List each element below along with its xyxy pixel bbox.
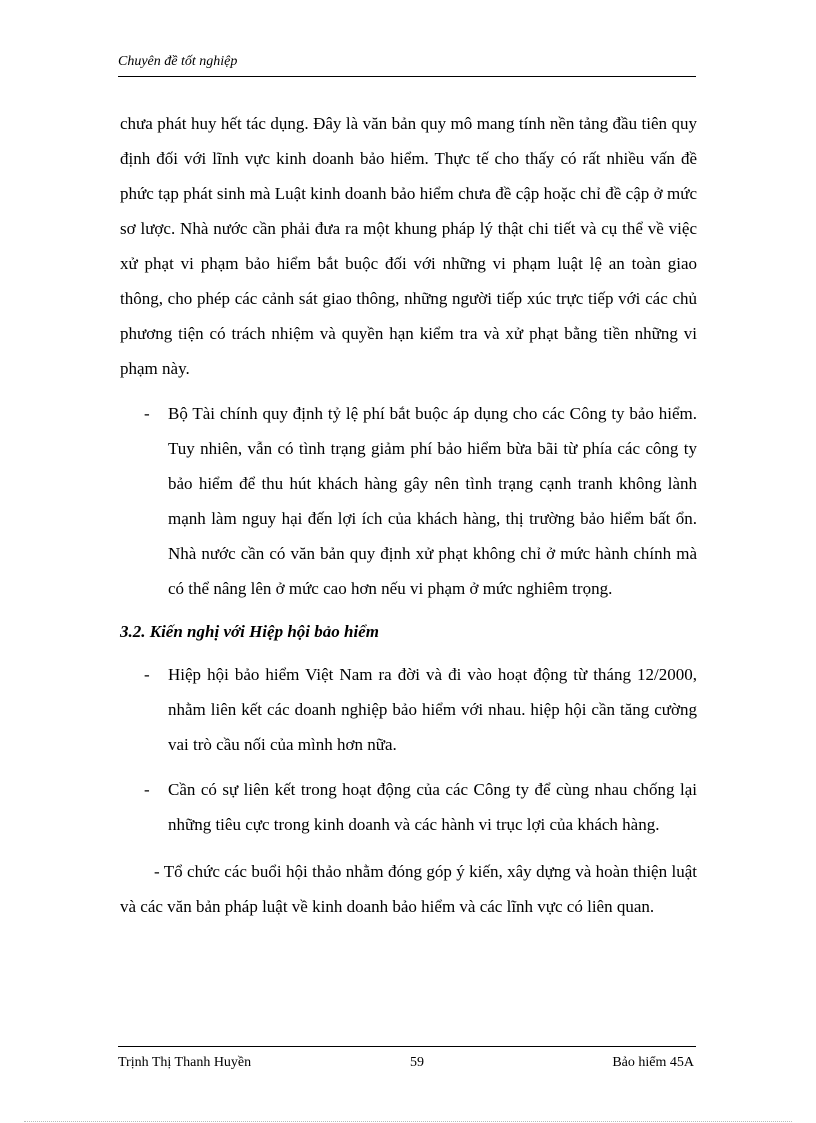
paragraph-workshops: - Tổ chức các buổi hội thảo nhằm đóng góp ý kiến, xây dựng và hoàn thiện luật và các văn bản pháp luật về kinh doanh bảo hiểm và các lĩnh vực có liên quan. [120,862,697,916]
bullet-dash: - [144,665,150,684]
footer-rule [118,1046,696,1047]
page-number: 59 [410,1055,424,1070]
bullet-dash: - [144,780,150,799]
paragraph-ministry-of-finance [120,396,697,606]
section-heading: 3.2. Kiến nghị với Hiệp hội bảo hiểm [120,622,379,641]
footer-author: Trịnh Thị Thanh Huyền [118,1055,252,1070]
list-item [120,657,697,762]
page-body [120,106,697,924]
footer-class: Bảo hiểm 45A [612,1055,694,1070]
running-header: Chuyên đề tốt nghiệp [118,54,238,69]
paragraph-text: Bộ Tài chính quy định tỷ lệ phí bắt buộc áp dụng cho các Công ty bảo hiểm. Tuy nhiên, vẫn có tình trạng giảm phí bảo hiểm bừa bãi từ phía các công ty bảo hiểm để thu hút khách hàng gây nên tình trạng cạnh tranh không lành mạnh làm nguy hại đến lợi ích của khách hàng, thị trường bảo hiểm bất ổn. Nhà nước cần có văn bản quy định xử phạt không chỉ ở mức hành chính mà có thể nâng lên ở mức cao hơn nếu vi phạm ở mức nghiêm trọng. [168,404,697,598]
header-rule [118,76,696,77]
bullet-dash: - [144,404,150,423]
list-item-text: Cần có sự liên kết trong hoạt động của các Công ty để cùng nhau chống lại những tiêu cực trong kinh doanh và các hành vi trục lợi của khách hàng. [168,780,697,834]
list-item [120,772,697,842]
list-item-text: Hiệp hội bảo hiểm Việt Nam ra đời và đi vào hoạt động từ tháng 12/2000, nhằm liên kết các doanh nghiệp bảo hiểm với nhau. hiệp hội cần tăng cường vai trò cầu nối của mình hơn nữa. [168,665,697,754]
page-bottom-separator [24,1121,792,1122]
paragraph-legal-framework: chưa phát huy hết tác dụng. Đây là văn bản quy mô mang tính nền tảng đầu tiên quy định đối với lĩnh vực kinh doanh bảo hiểm. Thực tế cho thấy có rất nhiều vấn đề phức tạp phát sinh mà Luật kinh doanh bảo hiểm chưa đề cập hoặc chỉ đề cập ở mức sơ lược. Nhà nước cần phải đưa ra một khung pháp lý thật chi tiết và cụ thể về việc xử phạt vi phạm bảo hiểm bắt buộc đối với những vi phạm luật lệ an toàn giao thông, cho phép các cảnh sát giao thông, những người tiếp xúc trực tiếp với các chủ phương tiện có trách nhiệm và quyền hạn kiểm tra và xử phạt bằng tiền những vi phạm này. [120,114,697,378]
running-footer [118,1052,696,1074]
